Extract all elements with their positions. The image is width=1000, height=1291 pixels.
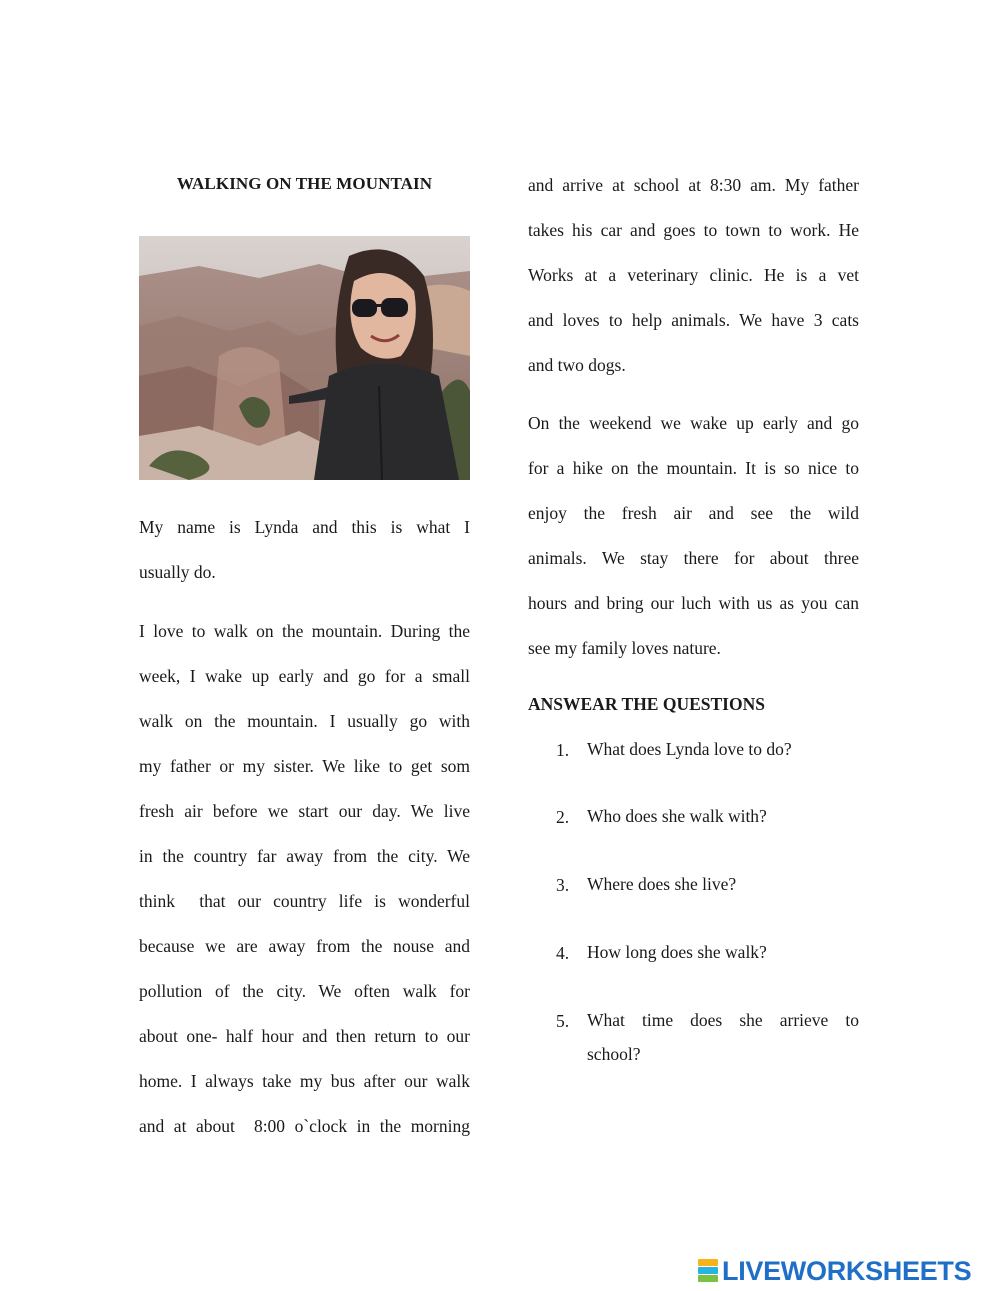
question-text	[587, 867, 859, 901]
worksheet-title: WALKING ON THE MOUNTAIN	[176, 174, 433, 193]
text-line: in the country far away from the city. We	[139, 846, 470, 866]
question-line: school?	[587, 1044, 641, 1064]
question-text	[587, 1003, 859, 1071]
text-line: Works at a veterinary clinic. He is a vet	[528, 265, 859, 285]
question-line: How long does she walk?	[587, 942, 767, 962]
paragraph-weekday	[139, 609, 470, 1149]
question-number: 3.	[556, 875, 570, 895]
text-line: hours and bring our luch with us as you can	[528, 593, 859, 613]
paragraph-weekend	[528, 401, 859, 671]
text-line: animals. We stay there for about three	[528, 548, 859, 568]
question-text	[587, 799, 859, 833]
text-line: my father or my sister. We like to get som	[139, 756, 470, 776]
liveworksheets-logo	[698, 1256, 998, 1286]
logo-text: LIVEWORKSHEETS	[722, 1255, 972, 1286]
question-number: 4.	[556, 943, 570, 963]
question-line: What does Lynda love to do?	[587, 739, 792, 759]
question-number: 2.	[556, 807, 570, 827]
text-line: and arrive at school at 8:30 am. My father	[528, 175, 859, 195]
text-line: think that our country life is wonderful	[139, 891, 470, 911]
text-line: see my family loves nature.	[528, 638, 721, 658]
photo-lynda-mountain	[139, 236, 470, 480]
text-line: fresh air before we start our day. We live	[139, 801, 470, 821]
text-line: enjoy the fresh air and see the wild	[528, 503, 859, 523]
text-line: On the weekend we wake up early and go	[528, 413, 859, 433]
questions-heading: ANSWEAR THE QUESTIONS	[528, 694, 765, 714]
text-line: and two dogs.	[528, 355, 626, 375]
liveworksheets-logo-icon	[698, 1259, 718, 1283]
text-line: pollution of the city. We often walk for	[139, 981, 470, 1001]
text-line: My name is Lynda and this is what I	[139, 517, 470, 537]
question-number: 1.	[556, 740, 570, 760]
text-line: because we are away from the nouse and	[139, 936, 470, 956]
text-line: about one- half hour and then return to our	[139, 1026, 470, 1046]
question-line: Where does she live?	[587, 874, 737, 894]
text-line: home. I always take my bus after our walk	[139, 1071, 470, 1091]
text-line: and loves to help animals. We have 3 cats	[528, 310, 859, 330]
question-line: What time does she arrieve to	[587, 1010, 859, 1030]
text-line: week, I wake up early and go for a small	[139, 666, 470, 686]
paragraph-continued	[528, 163, 859, 388]
text-line: I love to walk on the mountain. During the	[139, 621, 470, 641]
text-line: and at about 8:00 o`clock in the morning	[139, 1116, 470, 1136]
question-line: Who does she walk with?	[587, 806, 767, 826]
question-text	[587, 935, 859, 969]
question-text	[587, 732, 859, 766]
text-line: usually do.	[139, 562, 216, 582]
text-line: walk on the mountain. I usually go with	[139, 711, 470, 731]
text-line: for a hike on the mountain. It is so nice to	[528, 458, 859, 478]
question-number: 5.	[556, 1011, 570, 1031]
text-line: takes his car and goes to town to work. He	[528, 220, 859, 240]
paragraph-intro	[139, 505, 470, 595]
